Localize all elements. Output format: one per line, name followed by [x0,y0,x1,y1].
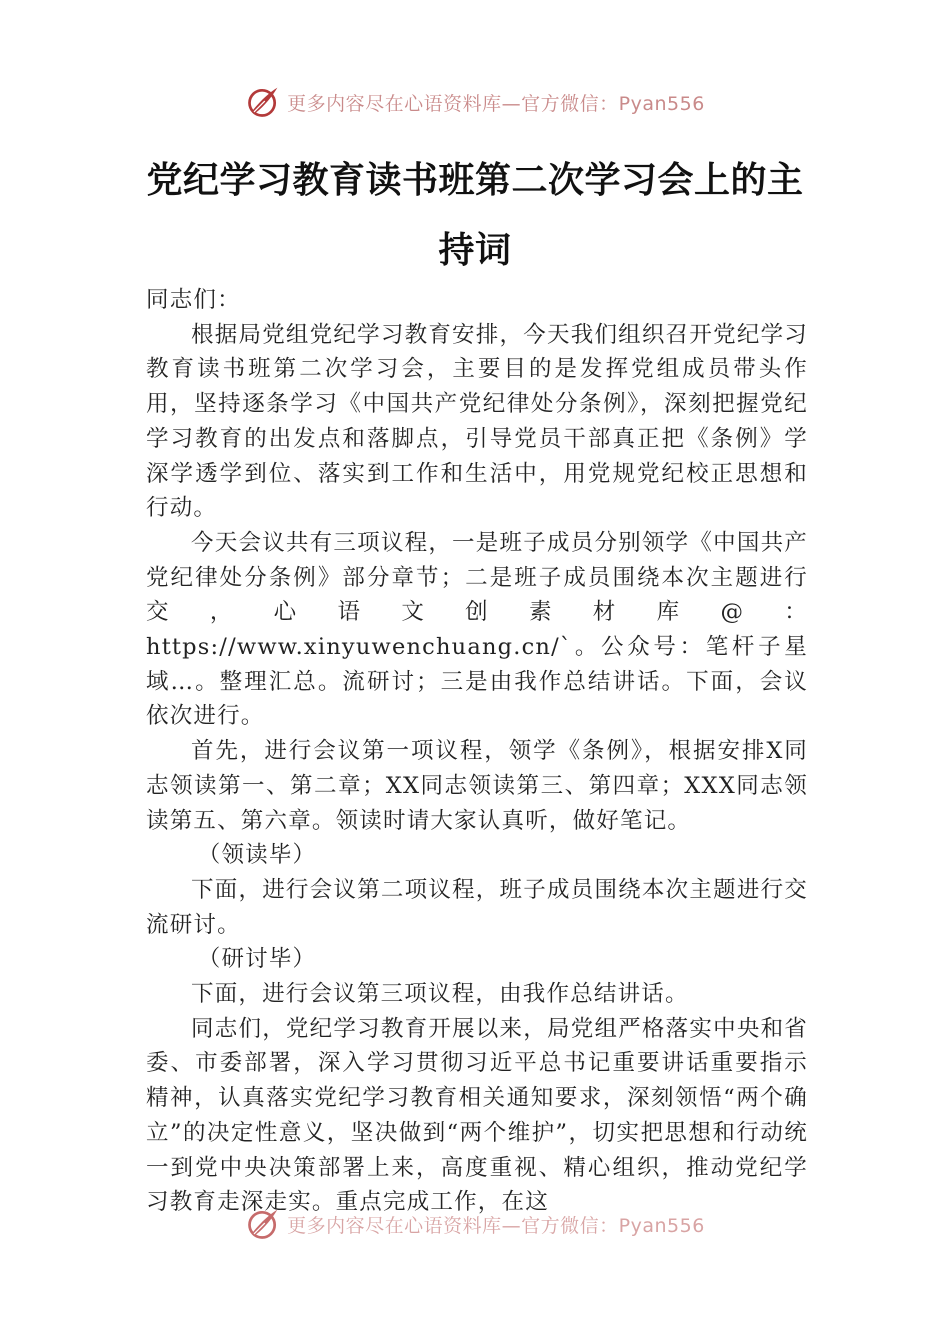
paragraph-summary: 同志们，党纪学习教育开展以来，局党组严格落实中央和省委、市委部署，深入学习贯彻习近平总书记重要讲话重要指示精神，认真落实党纪学习教育相关通知要求，深刻领悟“两个确立”的决定性意义，坚决做到“两个维护”，切实把思想和行动统一到党中央决策部署上来，高度重视、精心组织，推动党纪学习教育走深走实。重点完成工作，在这 [146,1015,808,1216]
watermark-text: 更多内容尽在心语资料库—官方微信：Pyan556 [287,92,705,115]
document-body [146,283,808,1220]
watermark-footer [0,1206,950,1242]
watermark-header [0,84,950,120]
paragraph-third-item: 下面，进行会议第三项议程，由我作总结讲话。 [191,981,689,1008]
watermark-text: 更多内容尽在心语资料库—官方微信：Pyan556 [287,1214,705,1237]
paragraph-agenda: 今天会议共有三项议程，一是班子成员分别领学《中国共产党纪律处分条例》部分章节；二是班子成员围绕本次主题进行交，心语文创素材库@：https://www.xinyuwenchuang.cn/`。公众号：笔杆子星域…。整理汇总。流研讨；三是由我作总结讲话。下面，会议依次进行。 [146,529,808,730]
note-reading-done: （领读毕） [197,842,317,869]
document-title-line-2: 持词 [438,229,512,271]
quill-logo-icon [245,1206,281,1242]
paragraph-second-item: 下面，进行会议第二项议程，班子成员围绕本次主题进行交流研讨。 [146,876,808,938]
note-discussion-done: （研讨毕） [197,946,317,973]
salutation: 同志们： [146,287,241,313]
document-title-line-1: 党纪学习教育读书班第二次学习会上的主 [146,159,804,201]
quill-logo-icon [245,84,281,120]
paragraph-first-item: 首先，进行会议第一项议程，领学《条例》，根据安排X同志领读第一、第二章；XX同志领读第三、第四章；XXX同志领读第五、第六章。领读时请大家认真听，做好笔记。 [146,738,808,834]
paragraph-purpose: 根据局党组党纪学习教育安排，今天我们组织召开党纪学习教育读书班第二次学习会，主要目的是发挥党组成员带头作用，坚持逐条学习《中国共产党纪律处分条例》，深刻把握党纪学习教育的出发点和落脚点，引导党员干部真正把《条例》学深学透学到位、落实到工作和生活中，用党规党纪校正思想和行动。 [146,321,808,522]
